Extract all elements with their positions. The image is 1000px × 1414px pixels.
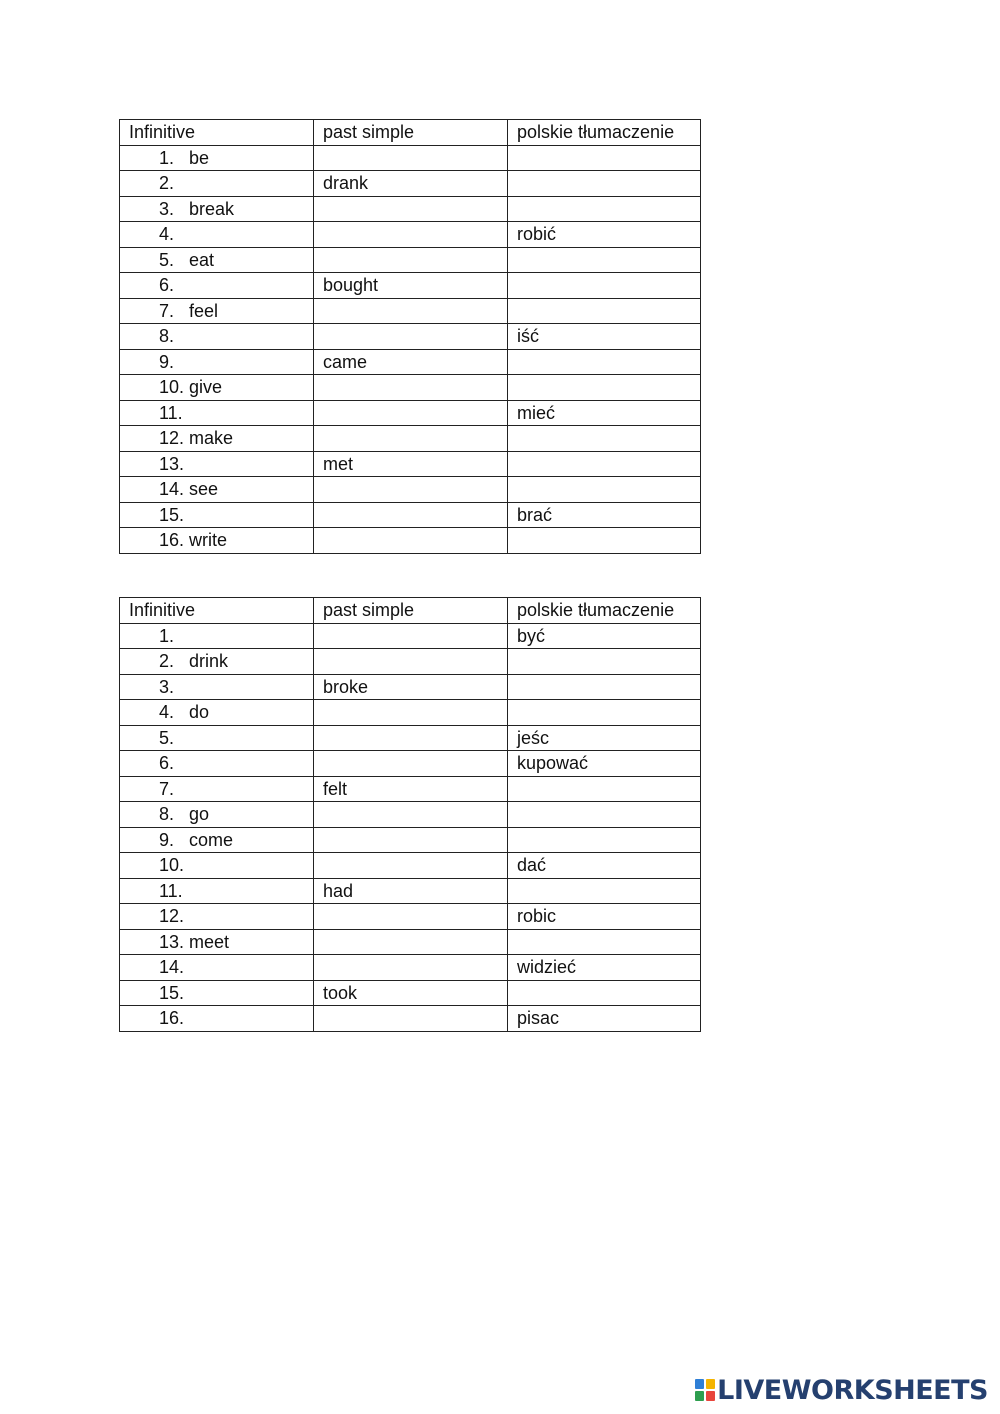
row-number: 12. (159, 428, 185, 449)
past-simple-cell[interactable]: had (314, 878, 508, 904)
table-row (120, 980, 701, 1006)
polish-translation-cell[interactable]: jeśc (508, 725, 701, 751)
infinitive-text: go (189, 804, 210, 825)
past-simple-cell[interactable] (314, 145, 508, 171)
table-row (120, 400, 701, 426)
infinitive-cell[interactable] (120, 349, 314, 375)
past-simple-cell[interactable] (314, 649, 508, 675)
infinitive-cell[interactable] (120, 298, 314, 324)
table-row (120, 853, 701, 879)
infinitive-cell[interactable] (120, 929, 314, 955)
row-number: 15. (159, 982, 185, 1003)
table-row (120, 1006, 701, 1032)
row-number: 1. (159, 147, 175, 168)
row-number: 13. (159, 453, 185, 474)
polish-translation-cell[interactable] (508, 878, 701, 904)
table-row (120, 528, 701, 554)
infinitive-cell[interactable] (120, 222, 314, 248)
table-row (120, 776, 701, 802)
infinitive-cell[interactable] (120, 1006, 314, 1032)
polish-translation-cell[interactable] (508, 349, 701, 375)
table-row (120, 878, 701, 904)
past-simple-cell[interactable] (314, 904, 508, 930)
table-row (120, 955, 701, 981)
infinitive-text: write (189, 530, 228, 551)
row-number: 2. (159, 173, 175, 194)
polish-translation-cell[interactable] (508, 298, 701, 324)
past-simple-cell[interactable] (314, 222, 508, 248)
past-simple-cell[interactable] (314, 477, 508, 503)
table-row (120, 477, 701, 503)
infinitive-cell[interactable] (120, 674, 314, 700)
infinitive-cell[interactable] (120, 853, 314, 879)
infinitive-text: come (189, 829, 234, 850)
past-simple-cell[interactable] (314, 1006, 508, 1032)
infinitive-cell[interactable] (120, 451, 314, 477)
infinitive-cell[interactable] (120, 247, 314, 273)
infinitive-text: meet (189, 931, 230, 952)
polish-translation-cell[interactable]: brać (508, 502, 701, 528)
row-number: 4. (159, 224, 175, 245)
row-number: 13. (159, 931, 185, 952)
row-number: 6. (159, 753, 175, 774)
infinitive-text: be (189, 147, 210, 168)
past-simple-cell[interactable] (314, 725, 508, 751)
header-polish-translation: polskie tłumaczenie (508, 120, 701, 146)
infinitive-cell[interactable] (120, 375, 314, 401)
table-row (120, 725, 701, 751)
table-row (120, 145, 701, 171)
polish-translation-cell[interactable] (508, 802, 701, 828)
polish-translation-cell[interactable] (508, 776, 701, 802)
row-number: 9. (159, 351, 175, 372)
row-number: 8. (159, 804, 175, 825)
past-simple-cell[interactable]: met (314, 451, 508, 477)
polish-translation-cell[interactable]: robic (508, 904, 701, 930)
past-simple-cell[interactable] (314, 196, 508, 222)
table-header-row (120, 598, 701, 624)
infinitive-text: feel (189, 300, 219, 321)
past-simple-cell[interactable] (314, 623, 508, 649)
past-simple-cell[interactable]: took (314, 980, 508, 1006)
infinitive-cell[interactable] (120, 751, 314, 777)
infinitive-text: make (189, 428, 234, 449)
past-simple-cell[interactable] (314, 375, 508, 401)
row-number: 3. (159, 198, 175, 219)
row-number: 1. (159, 625, 175, 646)
past-simple-cell[interactable] (314, 802, 508, 828)
table-row (120, 502, 701, 528)
row-number: 8. (159, 326, 175, 347)
infinitive-cell[interactable] (120, 725, 314, 751)
past-simple-cell[interactable] (314, 700, 508, 726)
polish-translation-cell[interactable] (508, 145, 701, 171)
polish-translation-cell[interactable] (508, 273, 701, 299)
table-row (120, 904, 701, 930)
polish-translation-cell[interactable] (508, 451, 701, 477)
past-simple-cell[interactable] (314, 400, 508, 426)
liveworksheets-logo-icon (695, 1379, 715, 1401)
table-row (120, 426, 701, 452)
header-infinitive: Infinitive (120, 598, 314, 624)
infinitive-cell[interactable] (120, 502, 314, 528)
table-row (120, 929, 701, 955)
past-simple-cell[interactable]: broke (314, 674, 508, 700)
polish-translation-cell[interactable]: pisac (508, 1006, 701, 1032)
infinitive-cell[interactable] (120, 324, 314, 350)
table-header-row (120, 120, 701, 146)
row-number: 16. (159, 1008, 185, 1029)
polish-translation-cell[interactable] (508, 171, 701, 197)
infinitive-text: break (189, 198, 235, 219)
header-past-simple: past simple (314, 598, 508, 624)
past-simple-cell[interactable] (314, 827, 508, 853)
past-simple-cell[interactable] (314, 502, 508, 528)
table-row (120, 375, 701, 401)
infinitive-cell[interactable] (120, 955, 314, 981)
row-number: 10. (159, 377, 185, 398)
infinitive-cell[interactable] (120, 802, 314, 828)
polish-translation-cell[interactable]: robić (508, 222, 701, 248)
infinitive-text: do (189, 702, 210, 723)
header-infinitive: Infinitive (120, 120, 314, 146)
table-row (120, 324, 701, 350)
row-number: 2. (159, 651, 175, 672)
polish-translation-cell[interactable] (508, 477, 701, 503)
past-simple-cell[interactable] (314, 955, 508, 981)
table-row (120, 247, 701, 273)
infinitive-cell[interactable] (120, 904, 314, 930)
verb-table-2 (119, 597, 701, 1032)
infinitive-cell[interactable] (120, 700, 314, 726)
past-simple-cell[interactable]: drank (314, 171, 508, 197)
past-simple-cell[interactable]: came (314, 349, 508, 375)
table-row (120, 273, 701, 299)
row-number: 14. (159, 479, 185, 500)
table-row (120, 649, 701, 675)
polish-translation-cell[interactable] (508, 196, 701, 222)
row-number: 7. (159, 778, 175, 799)
table-row (120, 674, 701, 700)
infinitive-cell[interactable] (120, 776, 314, 802)
polish-translation-cell[interactable]: iść (508, 324, 701, 350)
row-number: 3. (159, 676, 175, 697)
row-number: 10. (159, 855, 185, 876)
polish-translation-cell[interactable]: mieć (508, 400, 701, 426)
verb-table-1 (119, 119, 701, 554)
polish-translation-cell[interactable]: dać (508, 853, 701, 879)
table-row (120, 827, 701, 853)
table-row (120, 700, 701, 726)
liveworksheets-logo (695, 1374, 988, 1406)
row-number: 5. (159, 249, 175, 270)
past-simple-cell[interactable] (314, 298, 508, 324)
past-simple-cell[interactable] (314, 426, 508, 452)
past-simple-cell[interactable] (314, 853, 508, 879)
polish-translation-cell[interactable] (508, 980, 701, 1006)
polish-translation-cell[interactable] (508, 827, 701, 853)
row-number: 4. (159, 702, 175, 723)
past-simple-cell[interactable]: bought (314, 273, 508, 299)
infinitive-cell[interactable] (120, 878, 314, 904)
infinitive-text: give (189, 377, 223, 398)
infinitive-cell[interactable] (120, 980, 314, 1006)
table-row (120, 171, 701, 197)
row-number: 6. (159, 275, 175, 296)
row-number: 12. (159, 906, 185, 927)
infinitive-cell[interactable] (120, 649, 314, 675)
infinitive-cell[interactable] (120, 477, 314, 503)
table-row (120, 349, 701, 375)
past-simple-cell[interactable] (314, 528, 508, 554)
brand-name: LIVEWORKSHEETS (717, 1374, 988, 1406)
row-number: 11. (159, 402, 183, 423)
polish-translation-cell[interactable] (508, 247, 701, 273)
table-row (120, 222, 701, 248)
infinitive-cell[interactable] (120, 623, 314, 649)
infinitive-cell[interactable] (120, 145, 314, 171)
header-past-simple: past simple (314, 120, 508, 146)
infinitive-text: see (189, 479, 219, 500)
polish-translation-cell[interactable] (508, 929, 701, 955)
table-row (120, 298, 701, 324)
polish-translation-cell[interactable] (508, 649, 701, 675)
past-simple-cell[interactable]: felt (314, 776, 508, 802)
infinitive-cell[interactable] (120, 273, 314, 299)
table-row (120, 451, 701, 477)
row-number: 11. (159, 880, 183, 901)
row-number: 5. (159, 727, 175, 748)
row-number: 15. (159, 504, 185, 525)
header-polish-translation: polskie tłumaczenie (508, 598, 701, 624)
past-simple-cell[interactable] (314, 751, 508, 777)
table-row (120, 751, 701, 777)
infinitive-text: eat (189, 249, 215, 270)
polish-translation-cell[interactable] (508, 426, 701, 452)
polish-translation-cell[interactable]: być (508, 623, 701, 649)
infinitive-cell[interactable] (120, 827, 314, 853)
past-simple-cell[interactable] (314, 929, 508, 955)
infinitive-cell[interactable] (120, 171, 314, 197)
table-row (120, 802, 701, 828)
table-row (120, 623, 701, 649)
row-number: 7. (159, 300, 175, 321)
polish-translation-cell[interactable]: kupować (508, 751, 701, 777)
infinitive-text: drink (189, 651, 229, 672)
infinitive-cell[interactable] (120, 196, 314, 222)
infinitive-cell[interactable] (120, 426, 314, 452)
polish-translation-cell[interactable]: widzieć (508, 955, 701, 981)
past-simple-cell[interactable] (314, 247, 508, 273)
row-number: 16. (159, 530, 185, 551)
table-row (120, 196, 701, 222)
row-number: 9. (159, 829, 175, 850)
polish-translation-cell[interactable] (508, 700, 701, 726)
polish-translation-cell[interactable] (508, 674, 701, 700)
row-number: 14. (159, 957, 185, 978)
past-simple-cell[interactable] (314, 324, 508, 350)
infinitive-cell[interactable] (120, 400, 314, 426)
infinitive-cell[interactable] (120, 528, 314, 554)
polish-translation-cell[interactable] (508, 375, 701, 401)
polish-translation-cell[interactable] (508, 528, 701, 554)
